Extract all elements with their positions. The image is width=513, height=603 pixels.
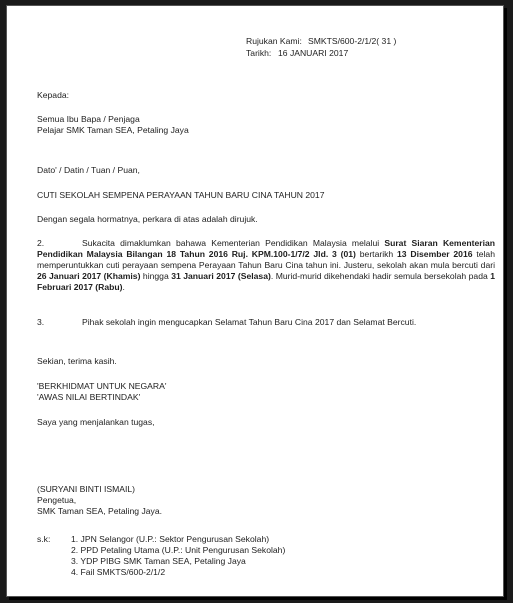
signatory-title: Pengetua, xyxy=(37,495,77,505)
date-value: 16 JANUARI 2017 xyxy=(278,48,349,58)
circular-date: 13 Disember 2016 xyxy=(397,249,473,259)
return-date: 1 Februari 2017 (Rabu) xyxy=(37,271,496,292)
opening-line: Dengan segala hormatnya, perkara di atas adalah dirujuk. xyxy=(37,214,258,224)
letter-page xyxy=(6,5,504,597)
reference-value: SMKTS/600-2/1/2( 31 ) xyxy=(308,36,397,46)
subject-line: CUTI SEKOLAH SEMPENA PERAYAAN TAHUN BARU CINA TAHUN 2017 xyxy=(37,190,325,200)
cc-item-4: 4. Fail SMKTS/600-2/1/2 xyxy=(71,567,166,577)
paragraph-2-text: bertarikh xyxy=(355,249,398,259)
paragraph-2-text: . xyxy=(122,282,125,292)
paragraph-3-text: Pihak sekolah ingin mengucapkan Selamat Tahun Baru Cina 2017 dan Selamat Bercuti. xyxy=(82,317,417,327)
paragraph-3-number: 3. xyxy=(37,317,45,327)
cc-item-1: 1. JPN Selangor (U.P.: Sektor Pengurusan Sekolah) xyxy=(71,534,270,544)
reference-line xyxy=(246,36,396,47)
salutation: Dato' / Datin / Tuan / Puan, xyxy=(37,165,140,175)
cc-label: s.k: xyxy=(37,534,51,544)
paragraph-2 xyxy=(37,238,495,293)
holiday-start: 26 Januari 2017 (Khamis) xyxy=(37,271,141,281)
date-label: Tarikh: xyxy=(246,48,272,58)
recipient-line-1: Semua Ibu Bapa / Penjaga xyxy=(37,114,140,124)
holiday-end: 31 Januari 2017 (Selasa) xyxy=(171,271,271,281)
recipient-line-2: Pelajar SMK Taman SEA, Petaling Jaya xyxy=(37,125,189,135)
motto-2: 'AWAS NILAI BERTINDAK' xyxy=(37,392,141,402)
paragraph-2-text: hingga xyxy=(140,271,172,281)
signatory-name: (SURYANI BINTI ISMAIL) xyxy=(37,484,136,494)
closing: Sekian, terima kasih. xyxy=(37,356,117,366)
reference-label: Rujukan Kami: xyxy=(246,36,302,46)
paragraph-2-text: . Murid-murid dikehendaki hadir semula bersekolah pada xyxy=(270,271,491,281)
paragraph-2-text: telah memperuntukkan cuti perayaan sempena Perayaan Tahun Baru Cina tahun ini. Justeru, sekolah akan mula bercuti dari xyxy=(37,249,495,270)
cc-item-2: 2. PPD Petaling Utama (U.P.: Unit Pengurusan Sekolah) xyxy=(71,545,286,555)
date-line xyxy=(246,48,348,59)
recipient-label: Kepada: xyxy=(37,90,70,100)
paragraph-2-number: 2. xyxy=(37,238,45,248)
motto-1: 'BERKHIDMAT UNTUK NEGARA' xyxy=(37,381,167,391)
paragraph-3 xyxy=(37,317,416,328)
cc-item-3: 3. YDP PIBG SMK Taman SEA, Petaling Jaya xyxy=(71,556,246,566)
signoff: Saya yang menjalankan tugas, xyxy=(37,417,155,427)
signatory-school: SMK Taman SEA, Petaling Jaya. xyxy=(37,506,162,516)
paragraph-2-text: Sukacita dimaklumkan bahawa Kementerian Pendidikan Malaysia melalui xyxy=(82,238,385,248)
circular-reference: Surat Siaran Kementerian Pendidikan Malaysia Bilangan 18 Tahun 2016 Ruj. KPM.100-1/7/2 Jld. 3 (01) xyxy=(37,238,495,259)
